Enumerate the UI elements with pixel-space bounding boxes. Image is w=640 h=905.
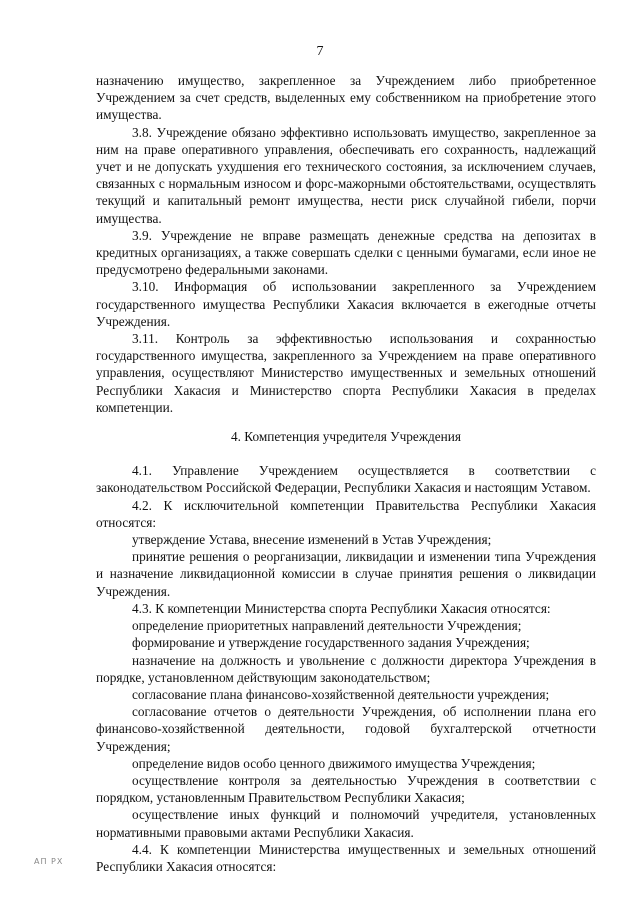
list-item: осуществление контроля за деятельностью Учреждения в соответствии с порядком, установленным Правительством Республики Хакасия;	[96, 772, 596, 806]
list-item: определение приоритетных направлений деятельности Учреждения;	[132, 618, 522, 634]
paragraph-3-8: 3.8. Учреждение обязано эффективно использовать имущество, закрепленное за ним на праве оперативного управления, обеспечивать его сохранность, надлежащий учет и не допускать ухудшения его технического состояния, за исключением случаев, связанных с нормальным износом и форс-мажорными обстоятельствами, осуществлять текущий и капитальный ремонт имущества, нести риск случайной гибели, порчи имущества.	[96, 124, 596, 226]
list-item: осуществление иных функций и полномочий учредителя, установленных нормативными правовыми актами Республики Хакасия.	[96, 807, 596, 840]
list-item: формирование и утверждение государственного задания Учреждения;	[132, 635, 530, 651]
paragraph-3-10: 3.10. Информация об использовании закрепленного за Учреждением государственного имущества Республики Хакасия включается в ежегодные отчеты Учреждения.	[96, 279, 596, 329]
list-item: согласование плана финансово-хозяйственной деятельности учреждения;	[132, 686, 550, 702]
list-item: согласование отчетов о деятельности Учреждения, об исполнении плана его финансово-хозяйственной деятельности, годовой бухгалтерской отчетности Учреждения;	[96, 704, 596, 754]
paragraph: назначению имущество, закрепленное за Учреждением либо приобретенное Учреждением за счет средств, выделенных ему собственником на приобретение этого имущества.	[96, 73, 596, 123]
footer-stamp-mark: АП РХ	[34, 857, 64, 866]
list-item: назначение на должность и увольнение с должности директора Учреждения в порядке, установленном действующим законодательством;	[96, 652, 596, 685]
list-item: определение видов особо ценного движимого имущества Учреждения;	[132, 755, 536, 771]
paragraph-4-4: 4.4. К компетенции Министерства имущественных и земельных отношений Республики Хакасия относятся:	[96, 841, 596, 874]
list-item: принятие решения о реорганизации, ликвидации и изменении типа Учреждения и назначение ликвидационной комиссии в случае принятия решения о ликвидации Учреждения.	[96, 549, 596, 599]
section-heading: 4. Компетенция учредителя Учреждения	[230, 429, 462, 445]
paragraph-3-11: 3.11. Контроль за эффективностью использования и сохранностью государственного имущества, закрепленного за Учреждением на праве оперативного управления, осуществляют Министерство имущественных и земельных отношений Республики Хакасия и Министерство спорта Республики Хакасия в пределах компетенции.	[96, 331, 596, 415]
page-number: 7	[316, 44, 324, 59]
paragraph-4-2: 4.2. К исключительной компетенции Правительства Республики Хакасия относятся:	[96, 497, 596, 530]
paragraph-4-3: 4.3. К компетенции Министерства спорта Республики Хакасия относятся:	[132, 600, 551, 616]
list-item: утверждение Устава, внесение изменений в Устав Учреждения;	[132, 532, 492, 548]
paragraph-4-1: 4.1. Управление Учреждением осуществляется в соответствии с законодательством Российской Федерации, Республики Хакасия и настоящим Уставом.	[96, 463, 596, 496]
document-body	[96, 72, 596, 875]
paragraph-3-9: 3.9. Учреждение не вправе размещать денежные средства на депозитах в кредитных организациях, а также совершать сделки с ценными бумагами, если иное не предусмотрено федеральными законами.	[96, 227, 596, 278]
